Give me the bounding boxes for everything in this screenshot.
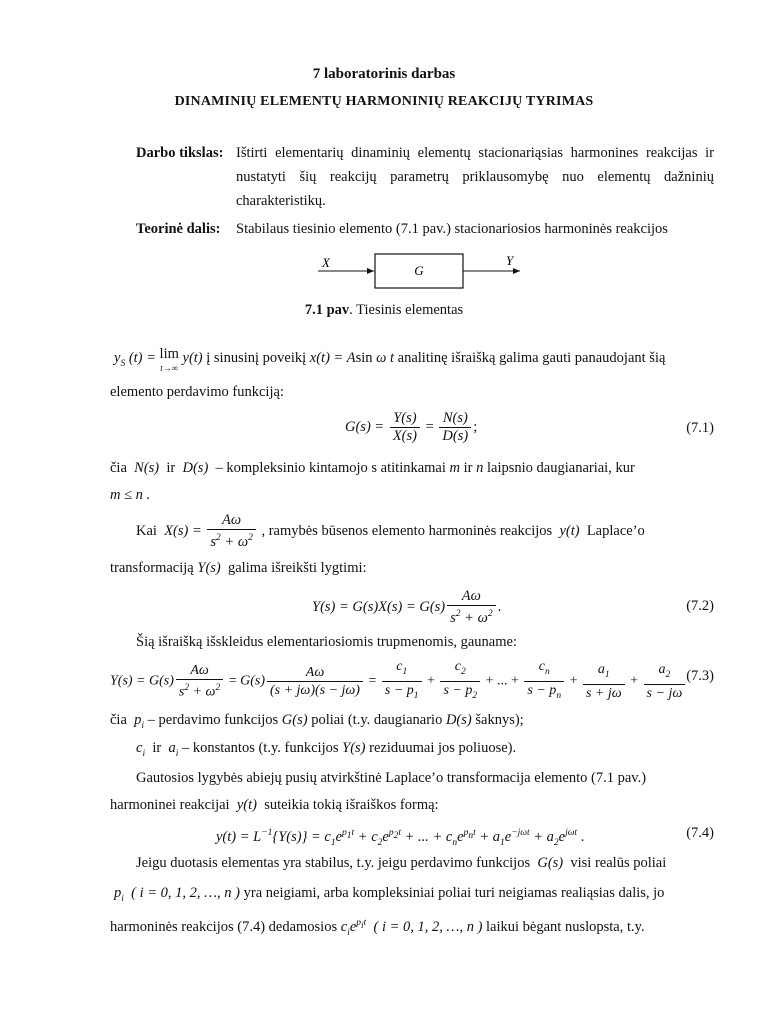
output-label: Y [506,253,514,268]
p1-mid: į sinusinį poveikį [206,350,307,366]
caption-text: . Tiesinis elementas [349,302,464,318]
para-1: $y_S$ (t) = lim t→∞ y(t) į sinusinį poveikį x(t) = Asin ω t analitinę išraišką galima gauti panaudojant šią [114,346,666,373]
para-5: Kai X(s) = $\frac{A\omega}{s^2 + \omega^2}$ , ramybės būsenos elemento harmoninės reakcijos y(t) Laplace’o [136,512,645,550]
figure-caption [0,302,768,319]
block-diagram [0,244,768,294]
eq-7-3-number: (7.3) [686,668,714,684]
theory-section [136,217,716,241]
eq-7-4-number: (7.4) [686,825,714,841]
goal-label: Darbo tikslas: [136,145,224,161]
theory-label: Teorinė dalis: [136,221,221,237]
para-4: m ≤ n . [110,487,151,503]
math-ys: $y_S$ [114,350,126,369]
para-9: $c_i$ ir $a_i$ – konstantos (t.y. funkcijos Y(s) reziduumai jos poliuose). [136,740,517,759]
equation-7-4: $y(t) = L^{-1}\{Y(s)\} = c_1e^{p_1t} + c_2e^{p_2t}$ + ... + $c_ne^{p_nt} + a_1e^{-j\omega t} + a_2e^{j\omega t}$ . [216,828,585,848]
para-13: $p_i$ ( i = 0, 1, 2, …, n ) yra neigiami, arba kompleksiniai poliai turi neigiamas realiąsias dalis, jo [114,885,665,904]
para-12: Jeigu duotasis elementas yra stabilus, t.y. jeigu perdavimo funkcijos G(s) visi realūs poliai [136,855,667,871]
math-input: x(t) = A [309,350,356,366]
goal-section [136,141,716,213]
para-8: čia $p_i$ – perdavimo funkcijos G(s) poliai (t.y. daugianario D(s) šaknys); [110,712,524,731]
caption-number: 7.1 pav [304,302,350,318]
eq-7-2-number: (7.2) [686,598,714,614]
input-label: X [322,255,330,270]
main-title: DINAMINIŲ ELEMENTŲ HARMONINIŲ REAKCIJŲ TYRIMAS [174,94,594,109]
p1-end: analitinę išraišką galima gauti panaudojant šią [397,350,666,366]
para-11: harmoninei reakcijai y(t) suteikia tokią išraiškos formą: [110,797,439,813]
equation-7-1: G(s) = $\frac{Y(s)}{X(s)}$ = $\frac{N(s)}{D(s)}$ ; [345,410,478,444]
block-label: G [414,263,424,278]
para-6: transformaciją Y(s) galima išreikšti lygtimi: [110,560,367,576]
goal-text: Ištirti elementarių dinaminių elementų stacionariąsias harmonines reakcijas ir nustatyti šių reakcijų parametrų priklausomybę nuo elementų dažninių charakteristikų. [236,145,714,209]
lab-title: 7 laboratorinis darbas [312,66,456,82]
para-14: harmoninės reakcijos (7.4) dedamosios $c_ie^{p_it}$ ( i = 0, 1, 2, …, n ) laikui bėgant nuslopsta, t.y. [110,918,645,938]
para-2: elemento perdavimo funkciją: [110,384,284,400]
eq-7-1-number: (7.1) [686,420,714,436]
para-10: Gautosios lygybės abiejų pusių atvirkštinė Laplace’o transformacija elemento (7.1 pav.) [136,770,647,786]
equation-7-2: Y(s) = G(s)X(s) = G(s) $\frac{A\omega}{s^2 + \omega^2}$ . [312,588,502,626]
theory-text: Stabilaus tiesinio elemento (7.1 pav.) stacionariosios harmoninės reakcijos [236,221,668,237]
para-3: čia N(s) ir D(s) – kompleksinio kintamojo s atitinkamai m ir n laipsnio daugianariai, kur [110,460,635,476]
equation-7-3: Y(s) = G(s) $\frac{A\omega}{s^2 + \omega^2}$ = G(s) $\frac{A\omega}{(s + j\omega)(s - j\omega)}$ = $\frac{c_1}{s - p_1}$ + $\frac{c_2}{s - p_2}$ + ... + $\frac{c_n}{s - p_n}$ + $\frac{a_1}{s + j\omega}$ + $\frac{a_2}{s - j\omega}$ [110,658,687,705]
para-7: Šią išraišką išskleidus elementariosiomis trupmenomis, gauname: [136,634,517,650]
